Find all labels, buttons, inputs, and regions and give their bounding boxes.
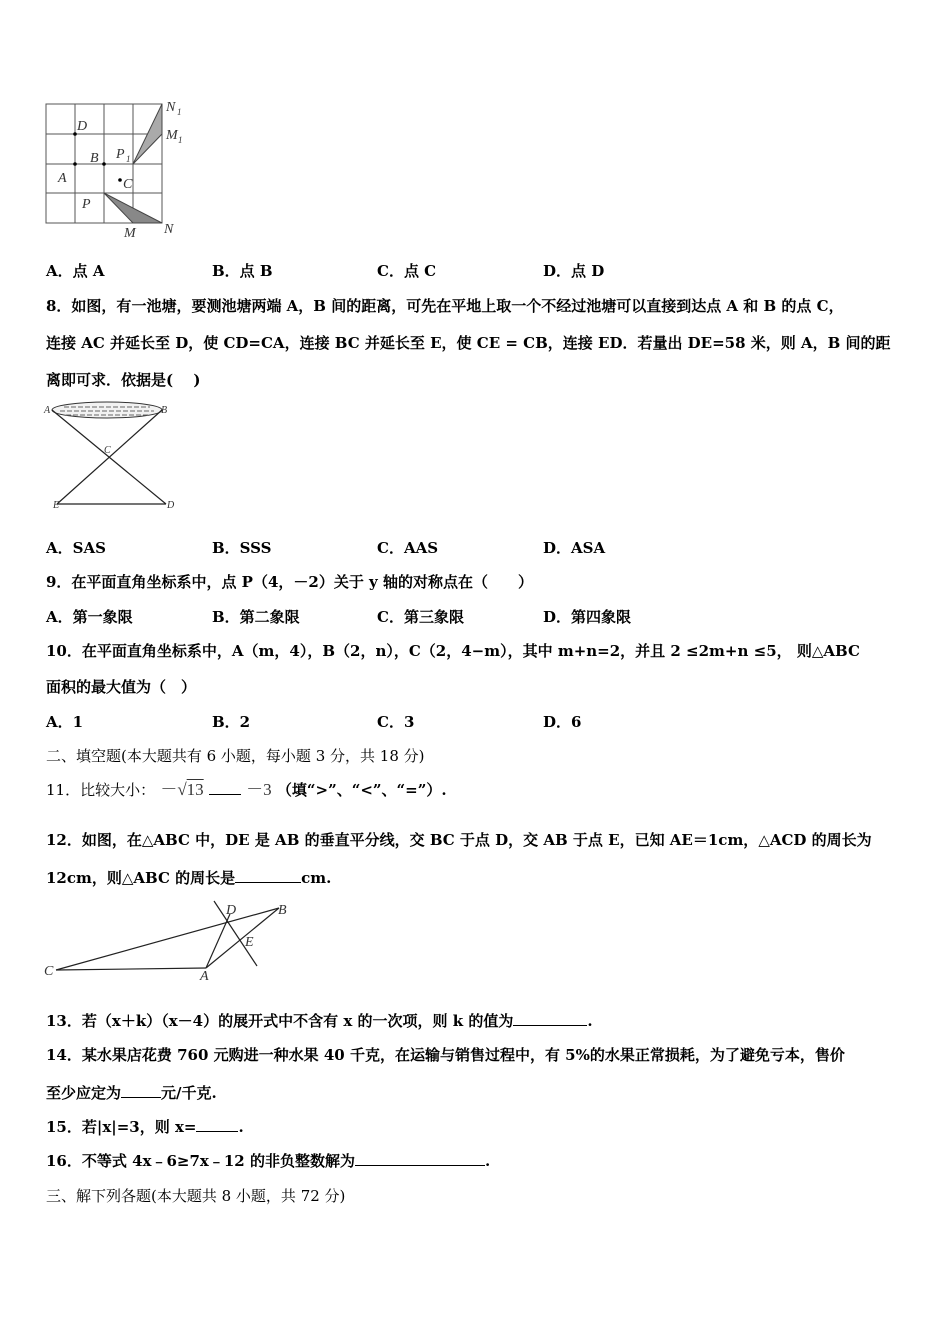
q8-label-b: B [161,405,168,416]
q10-option-c[interactable]: C．3 [377,713,415,731]
q8-label-e: E [53,500,60,511]
q7-option-b[interactable]: B．点 B [212,262,273,280]
q12-line-2-suffix: cm. [301,869,332,887]
q7-label-p: P [82,197,91,212]
q12-label-e: E [245,935,254,950]
q9-option-a[interactable]: A．第一象限 [46,608,133,626]
q8-line-2: 连接 AC 并延长至 D，使 CD=CA，连接 BC 并延长至 E，使 CE = CB，连接 ED．若量出 DE=58 米，则 A，B 间的距 [46,334,891,352]
q14-line-1: 14．某水果店花费 760 元购进一种水果 40 千克，在运输与销售过程中，有 5%的水果正常损耗，为了避免亏本，售价 [46,1046,845,1064]
q14-line-2-prefix: 至少应定为 [46,1084,122,1102]
q12-label-b: B [278,903,287,918]
q11-suffix: （填“>”、“<”、“=”）. [276,781,447,799]
q10-option-b[interactable]: B．2 [212,713,251,731]
q12-label-a: A [200,969,209,982]
q8-option-a[interactable]: A．SAS [46,539,106,557]
q7-label-m: M [124,226,136,241]
q7-label-m1-sub: 1 [178,135,183,145]
q10-option-a[interactable]: A．1 [46,713,84,731]
q16-line [46,1151,490,1171]
q12-line-2 [46,868,331,888]
q7-option-d[interactable]: D．点 D [543,262,605,280]
q16-answer-blank[interactable] [355,1151,485,1166]
q7-label-m1: M [166,128,178,143]
q8-line-3: 离即可求．依据是( ) [46,371,201,389]
q8-pond-figure [42,398,182,512]
q12-line-1: 12．如图，在△ABC 中，DE 是 AB 的垂直平分线，交 BC 于点 D，交 AB 于点 E，已知 AE＝1cm，△ACD 的周长为 [46,831,872,849]
q9-line-1: 9．在平面直角坐标系中，点 P（4，－2）关于 y 轴的对称点在（ ） [46,573,533,591]
q7-label-b: B [90,151,99,166]
q12-label-d: D [226,903,237,918]
q7-label-d: D [77,119,88,134]
q7-option-a[interactable]: A．点 A [46,262,105,280]
q12-triangle-figure [42,896,302,982]
q7-label-n: N [164,222,174,237]
q10-option-d[interactable]: D．6 [543,713,582,731]
q7-label-c: C [123,177,133,192]
q8-option-b[interactable]: B．SSS [212,539,272,557]
q8-line-1: 8．如图，有一池塘，要测池塘两端 A，B 间的距离，可先在平地上取一个不经过池塘可以直接到达点 A 和 B 的点 C， [46,297,844,315]
q16-suffix: . [484,1152,491,1170]
q12-answer-blank[interactable] [235,868,301,883]
q13-line [46,1011,593,1031]
q12-line-2-prefix: 12cm，则△ABC 的周长是 [46,869,236,887]
q12-label-c: C [44,964,54,979]
q8-label-d: D [167,500,175,511]
q15-answer-blank[interactable] [196,1117,238,1132]
q14-line-2-suffix: 元/千克. [161,1084,217,1102]
q16-prefix: 16．不等式 4x﹣6≥7x﹣12 的非负整数解为 [46,1152,355,1170]
q15-suffix: . [238,1118,244,1136]
q9-option-d[interactable]: D．第四象限 [543,608,632,626]
q10-line-1: 10．在平面直角坐标系中，A（m，4），B（2，n），C（2，4−m），其中 m+n=2，并且 2 ≤2m+n ≤5， 则△ABC [46,642,860,660]
q7-label-n1-sub: 1 [177,107,182,117]
q11-answer-blank[interactable] [209,780,241,795]
q10-line-2: 面积的最大值为（ ） [46,678,197,696]
q13-prefix: 13．若（x＋k）（x－4）的展开式中不含有 x 的一次项，则 k 的值为 [46,1012,514,1030]
q13-answer-blank[interactable] [513,1011,587,1026]
q7-option-c[interactable]: C．点 C [377,262,437,280]
sqrt-icon: √ [177,780,187,799]
q15-prefix: 15．若|x|=3，则 x= [46,1118,197,1136]
q11-line [46,780,447,800]
q9-option-c[interactable]: C．第三象限 [377,608,464,626]
q7-label-p1: P [116,147,125,162]
q8-option-c[interactable]: C．AAS [377,539,439,557]
q14-answer-blank[interactable] [121,1083,161,1098]
section-2-heading: 二、填空题(本大题共有 6 小题，每小题 3 分，共 18 分) [46,747,425,765]
q13-suffix: . [587,1012,593,1030]
q11-prefix: 11．比较大小： [46,781,156,799]
q11-radicand: 13 [186,780,204,799]
q7-label-a: A [58,171,67,186]
q7-label-n1: N [166,100,176,115]
section-3-heading: 三、解下列各题(本大题共 8 小题，共 72 分) [46,1187,346,1205]
q15-line [46,1117,244,1137]
q8-label-c: C [104,445,111,456]
q7-grid-figure [40,96,200,242]
q8-option-d[interactable]: D．ASA [543,539,606,557]
q9-option-b[interactable]: B．第二象限 [212,608,300,626]
q8-label-a: A [44,405,51,416]
q14-line-2 [46,1083,217,1103]
q11-left-sign: － [160,780,178,799]
q7-label-p1-sub: 1 [126,154,131,164]
q11-right-expr: －3 [246,780,272,799]
